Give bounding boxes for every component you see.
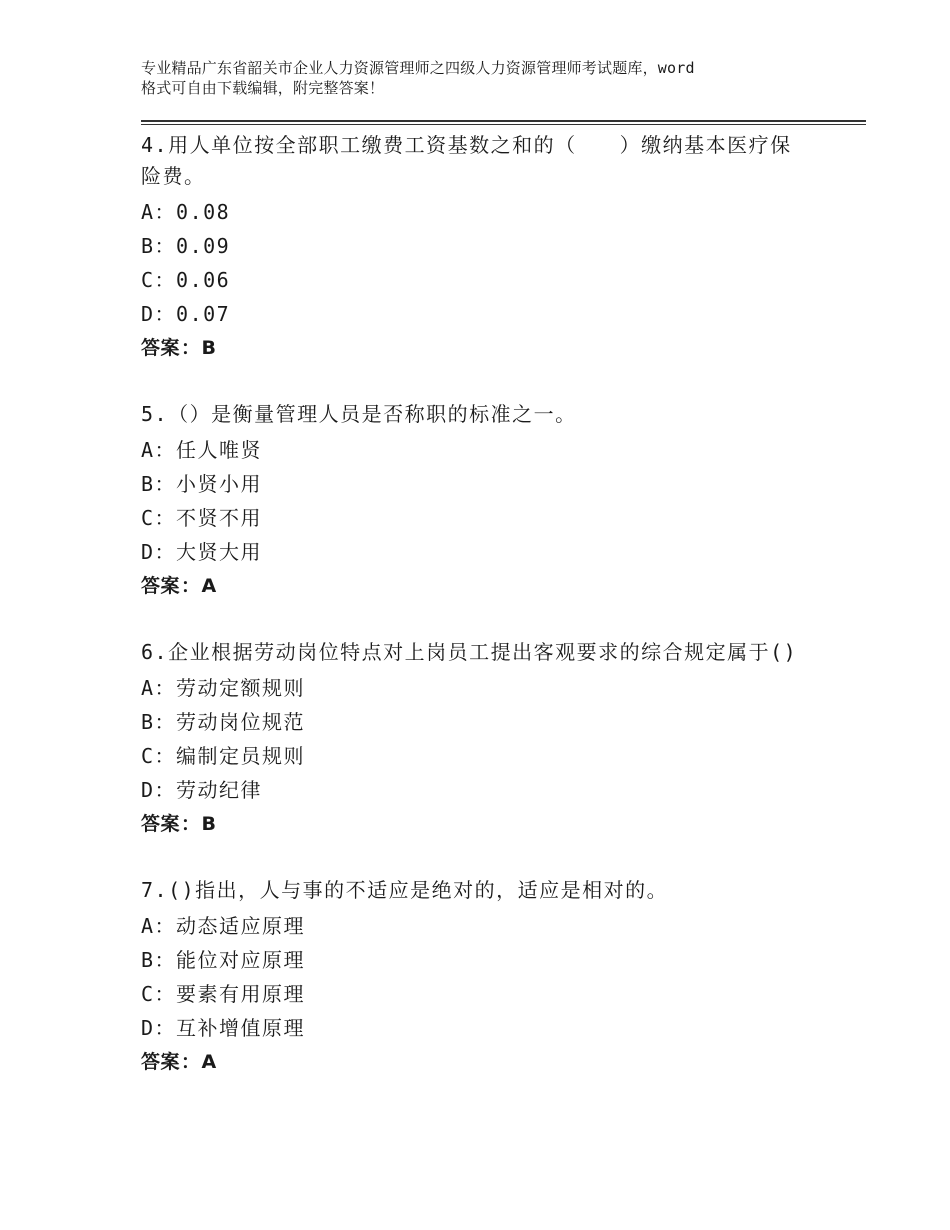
question-stem-line: 险费。 [141, 164, 206, 188]
question-stem [141, 637, 841, 668]
answer: 答案：A [141, 575, 217, 597]
question-stem [141, 130, 841, 192]
option-c: C：编制定员规则 [141, 744, 306, 768]
question-stem [141, 875, 841, 906]
option-b: B：劳动岗位规范 [141, 710, 306, 734]
answer-value: B [201, 337, 217, 359]
question-4 [141, 130, 841, 365]
option-b: B：0.09 [141, 234, 231, 258]
option-d: D：互补增值原理 [141, 1016, 306, 1040]
option-d: D：大贤大用 [141, 540, 263, 564]
answer-label: 答案 [141, 813, 181, 835]
question-7 [141, 875, 841, 1079]
answer-label: 答案 [141, 575, 181, 597]
header-line-1: 专业精品广东省韶关市企业人力资源管理师之四级人力资源管理师考试题库，word [141, 59, 695, 77]
answer: 答案：B [141, 337, 217, 359]
option-d: D：0.07 [141, 302, 231, 326]
answer-value: A [201, 575, 217, 597]
option-c: C：要素有用原理 [141, 982, 306, 1006]
option-a: A：任人唯贤 [141, 438, 263, 462]
document-header [141, 58, 841, 98]
header-line-2: 格式可自由下载编辑，附完整答案！ [141, 79, 385, 97]
answer: 答案：B [141, 813, 217, 835]
answer-label: 答案 [141, 1051, 181, 1073]
option-a: A：0.08 [141, 200, 231, 224]
question-5 [141, 399, 841, 603]
option-a: A：动态适应原理 [141, 914, 306, 938]
option-b: B：能位对应原理 [141, 948, 306, 972]
answer: 答案：A [141, 1051, 217, 1073]
answer-value: A [201, 1051, 217, 1073]
question-stem-line: 5.（）是衡量管理人员是否称职的标准之一。 [141, 402, 577, 426]
question-stem-line: 4.用人单位按全部职工缴费工资基数之和的（ ）缴纳基本医疗保 [141, 133, 792, 157]
option-a: A：劳动定额规则 [141, 676, 306, 700]
question-stem [141, 399, 841, 430]
option-c: C：不贤不用 [141, 506, 263, 530]
question-6 [141, 637, 841, 841]
question-stem-line: 6.企业根据劳动岗位特点对上岗员工提出客观要求的综合规定属于() [141, 640, 798, 664]
question-stem-line: 7.()指出，人与事的不适应是绝对的，适应是相对的。 [141, 878, 669, 902]
option-c: C：0.06 [141, 268, 231, 292]
option-d: D：劳动纪律 [141, 778, 263, 802]
answer-value: B [201, 813, 217, 835]
option-b: B：小贤小用 [141, 472, 263, 496]
header-rule-thick [141, 120, 866, 122]
header-rule-thin [141, 124, 866, 125]
answer-label: 答案 [141, 337, 181, 359]
question-list [141, 130, 841, 1079]
